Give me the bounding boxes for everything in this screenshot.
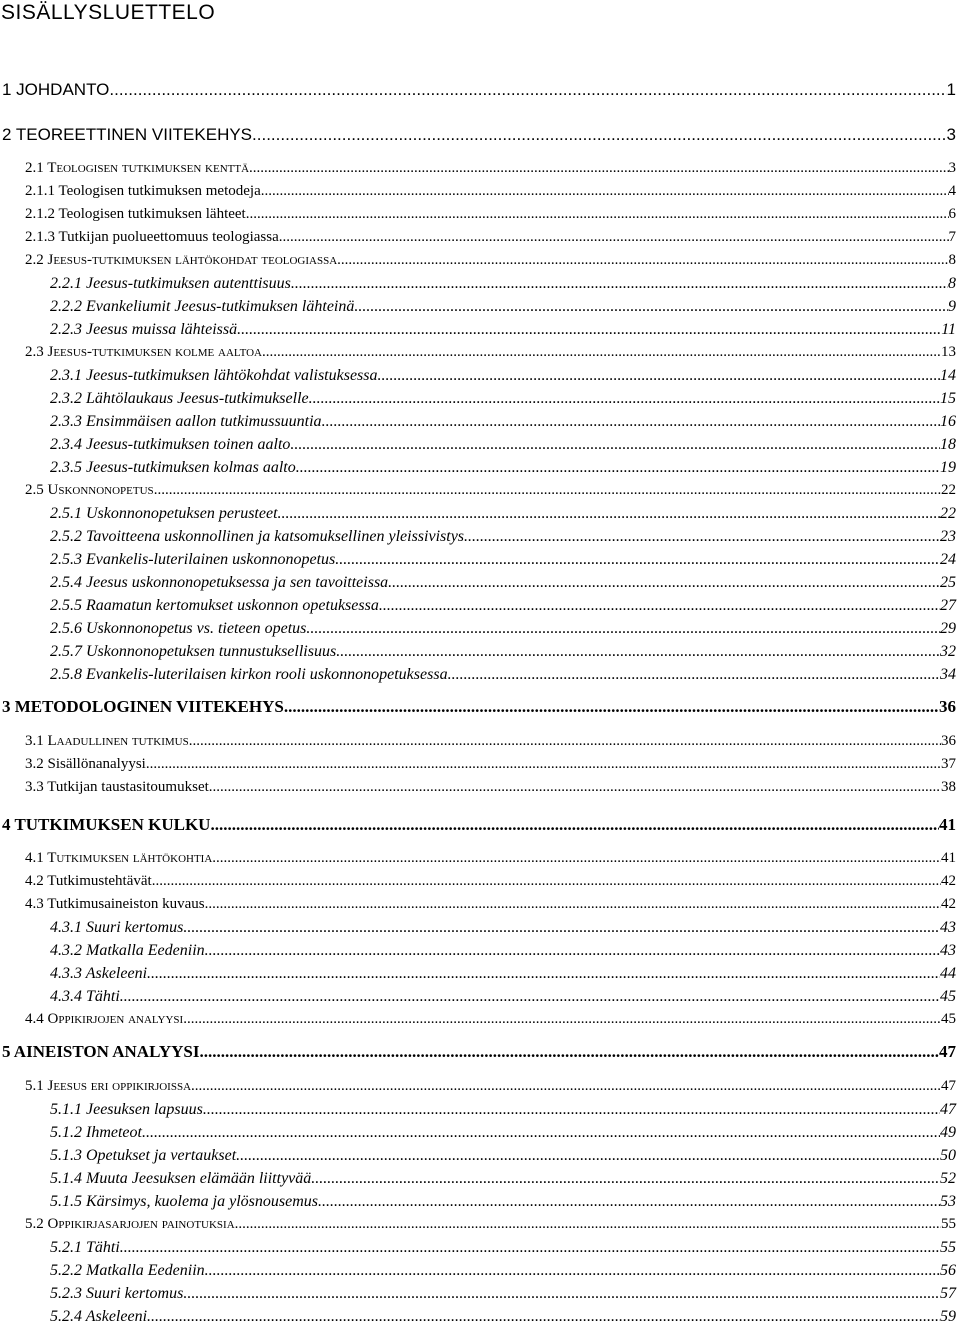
toc-leader-dots <box>237 321 941 339</box>
toc-entry-page: 23 <box>940 528 956 545</box>
toc-entry[interactable] <box>50 919 956 937</box>
toc-entry-page: 3 <box>948 160 956 176</box>
toc-entry-title: 3.1 Laadullinen tutkimus <box>25 733 189 749</box>
toc-entry-title: 5.1.5 Kärsimys, kuolema ja ylösnousemus <box>50 1193 318 1210</box>
toc-entry[interactable] <box>25 779 956 796</box>
toc-entry-title: 2.5.3 Evankelis-luterilainen uskonnonopetus <box>50 551 336 568</box>
toc-entry-title: 2.3.5 Jeesus-tutkimuksen kolmas aalto <box>50 459 296 476</box>
toc-entry-page: 52 <box>940 1170 956 1187</box>
toc-entry-title: 2.5.5 Raamatun kertomukset uskonnon opetuksessa <box>50 597 379 614</box>
toc-entry-title: 5.1.4 Muuta Jeesuksen elämään liittyvää <box>50 1170 312 1187</box>
toc-entry-page: 4 <box>948 183 956 199</box>
toc-entry[interactable] <box>25 850 956 867</box>
toc-leader-dots <box>249 160 948 177</box>
toc-entry-page: 56 <box>940 1262 956 1279</box>
toc-entry-page: 3 <box>946 125 956 144</box>
toc-leader-dots <box>448 666 940 684</box>
toc-leader-dots <box>109 80 946 100</box>
toc-leader-dots <box>279 229 949 246</box>
toc-entry-page: 45 <box>941 1011 956 1027</box>
toc-entry[interactable] <box>25 252 956 269</box>
toc-entry-title: 4.3.2 Matkalla Eedeniin <box>50 942 205 959</box>
toc-leader-dots <box>191 1078 941 1095</box>
toc-entry[interactable] <box>25 482 956 499</box>
toc-leader-dots <box>120 988 940 1006</box>
toc-entry-title: 2.1 Teologisen tutkimuksen kenttä <box>25 160 250 176</box>
toc-entry-page: 27 <box>940 597 956 614</box>
toc-entry-page: 8 <box>948 275 956 292</box>
toc-entry-title: 5.1.3 Opetukset ja vertaukset <box>50 1147 237 1164</box>
toc-leader-dots <box>212 850 941 867</box>
toc-entry-title: 5.1.2 Ihmeteot <box>50 1124 142 1141</box>
toc-entry-page: 47 <box>939 1042 956 1061</box>
toc-entry[interactable] <box>50 1170 956 1188</box>
toc-entry-page: 47 <box>940 1101 956 1118</box>
toc-entry-title: 2.5.6 Uskonnonopetus vs. tieteen opetus <box>50 620 307 637</box>
toc-entry[interactable] <box>25 183 956 200</box>
toc-entry[interactable] <box>50 505 956 523</box>
toc-entry[interactable] <box>50 413 956 431</box>
toc-entry-title: 5.2.2 Matkalla Eedeniin <box>50 1262 205 1279</box>
toc-entry-page: 6 <box>948 206 956 222</box>
toc-leader-dots <box>261 183 949 200</box>
toc-leader-dots <box>203 1101 940 1119</box>
toc-leader-dots <box>354 298 948 316</box>
toc-entry-title: 2.2.2 Evankeliumit Jeesus-tutkimuksen lähteinä <box>50 298 355 315</box>
toc-entry[interactable] <box>25 1078 956 1095</box>
toc-entry-title: 2.3 Jeesus-tutkimuksen kolme aaltoa <box>25 344 263 360</box>
toc-entry-page: 55 <box>941 1216 956 1232</box>
toc-entry-page: 55 <box>940 1239 956 1256</box>
toc-entry-page: 9 <box>948 298 956 315</box>
toc-entry[interactable] <box>50 1147 956 1165</box>
toc-entry-page: 44 <box>940 965 956 982</box>
toc-entry[interactable] <box>25 733 956 750</box>
toc-leader-dots <box>318 1193 940 1211</box>
toc-entry[interactable] <box>50 1101 956 1119</box>
toc-entry[interactable] <box>2 815 956 835</box>
toc-entry-title: 5.2.4 Askeleeni <box>50 1308 148 1325</box>
toc-leader-dots <box>209 779 941 796</box>
toc-entry[interactable] <box>50 459 956 477</box>
toc-entry[interactable] <box>25 1216 956 1233</box>
toc-entry[interactable] <box>50 321 956 339</box>
toc-leader-dots <box>147 965 940 983</box>
toc-entry-title: 2.2.3 Jeesus muissa lähteissä <box>50 321 238 338</box>
toc-entry-page: 7 <box>948 229 956 245</box>
toc-entry-page: 16 <box>940 413 956 430</box>
toc-entry-page: 8 <box>948 252 956 268</box>
toc-entry-page: 22 <box>940 505 956 522</box>
toc-entry[interactable] <box>2 1042 956 1062</box>
toc-entry-page: 34 <box>940 666 956 683</box>
toc-entry-page: 41 <box>939 815 956 834</box>
toc-entry[interactable] <box>50 390 956 408</box>
toc-entry[interactable] <box>50 275 956 293</box>
toc-entry-page: 43 <box>940 919 956 936</box>
toc-entry[interactable] <box>50 1308 956 1326</box>
toc-leader-dots <box>337 252 948 269</box>
toc-leader-dots <box>336 643 940 661</box>
toc-entry-page: 45 <box>940 988 956 1005</box>
toc-entry[interactable] <box>50 528 956 546</box>
toc-entry-title: 4.3.3 Askeleeni <box>50 965 148 982</box>
toc-entry[interactable] <box>50 597 956 615</box>
toc-entry-page: 36 <box>941 733 956 749</box>
toc-entry-title: 2.1.3 Tutkijan puolueettomuus teologiassa <box>25 229 279 245</box>
toc-leader-dots <box>388 574 940 592</box>
toc-entry-title: 2.3.4 Jeesus-tutkimuksen toinen aalto <box>50 436 291 453</box>
toc-leader-dots <box>199 1042 939 1062</box>
toc-entry[interactable] <box>50 1262 956 1280</box>
toc-entry[interactable] <box>50 965 956 983</box>
toc-entry-page: 50 <box>940 1147 956 1164</box>
toc-entry-page: 1 <box>946 80 956 99</box>
toc-entry-title: 2.5.4 Jeesus uskonnonopetuksessa ja sen tavoitteissa <box>50 574 389 591</box>
toc-entry-title: 2.1.2 Teologisen tutkimuksen lähteet <box>25 206 246 222</box>
toc-leader-dots <box>311 1170 940 1188</box>
toc-leader-dots <box>236 1147 940 1165</box>
toc-entry-page: 15 <box>940 390 956 407</box>
toc-entry-title: 2.1.1 Teologisen tutkimuksen metodeja <box>25 183 261 199</box>
toc-leader-dots <box>464 528 940 546</box>
toc-entry-page: 37 <box>941 756 956 772</box>
toc-entry[interactable] <box>50 298 956 316</box>
toc-entry-title: 2.3.2 Lähtölaukaus Jeesus-tutkimukselle <box>50 390 309 407</box>
toc-entry[interactable] <box>25 896 956 913</box>
toc-leader-dots <box>378 367 941 385</box>
toc-entry[interactable] <box>25 756 956 773</box>
toc-entry-title: 5.2.1 Tähti <box>50 1239 120 1256</box>
toc-entry-title: 5.1 Jeesus eri oppikirjoissa <box>25 1078 192 1094</box>
toc-leader-dots <box>290 436 940 454</box>
toc-leader-dots <box>183 919 940 937</box>
toc-entry[interactable] <box>25 229 956 246</box>
toc-leader-dots <box>284 697 939 717</box>
toc-entry-title: 5 AINEISTON ANALYYSI <box>2 1042 200 1061</box>
toc-entry-title: 2.2.1 Jeesus-tutkimuksen autenttisuus <box>50 275 291 292</box>
toc-entry[interactable] <box>25 873 956 890</box>
toc-entry[interactable] <box>50 367 956 385</box>
toc-entry[interactable] <box>50 1239 956 1257</box>
toc-entry[interactable] <box>25 344 956 361</box>
toc-entry-page: 59 <box>940 1308 956 1325</box>
toc-entry[interactable] <box>2 80 956 100</box>
toc-leader-dots <box>309 390 940 408</box>
toc-leader-dots <box>205 942 940 960</box>
toc-entry-title: 2.5.7 Uskonnonopetuksen tunnustuksellisuus <box>50 643 337 660</box>
toc-leader-dots <box>142 1124 940 1142</box>
toc-entry-page: 47 <box>941 1078 956 1094</box>
toc-entry-page: 57 <box>940 1285 956 1302</box>
toc-leader-dots <box>252 125 947 145</box>
toc-leader-dots <box>306 620 940 638</box>
toc-entry[interactable] <box>50 1124 956 1142</box>
toc-entry-page: 13 <box>941 344 956 360</box>
toc-leader-dots <box>183 1011 941 1028</box>
toc-entry-page: 14 <box>940 367 956 384</box>
toc-entry-title: 2.5.8 Evankelis-luterilaisen kirkon rooli uskonnonopetuksessa <box>50 666 448 683</box>
toc-entry-page: 25 <box>940 574 956 591</box>
toc-entry-title: 5.2.3 Suuri kertomus <box>50 1285 184 1302</box>
toc-entry-title: 4.3.4 Tähti <box>50 988 120 1005</box>
toc-entry-title: 5.1.1 Jeesuksen lapsuus <box>50 1101 203 1118</box>
toc-entry-title: 2.5.1 Uskonnonopetuksen perusteet <box>50 505 278 522</box>
toc-leader-dots <box>322 413 940 431</box>
toc-entry-title: 4 TUTKIMUKSEN KULKU <box>2 815 211 834</box>
toc-entry-page: 29 <box>940 620 956 637</box>
toc-entry[interactable] <box>25 1011 956 1028</box>
toc-entry-page: 24 <box>940 551 956 568</box>
toc-entry-title: 2 TEOREETTINEN VIITEKEHYS <box>2 125 253 144</box>
toc-entry-page: 43 <box>940 942 956 959</box>
toc-leader-dots <box>152 873 941 890</box>
toc-leader-dots <box>262 344 941 361</box>
toc-leader-dots <box>278 505 940 523</box>
toc-entry-title: 4.1 Tutkimuksen lähtökohtia <box>25 850 213 866</box>
toc-leader-dots <box>189 733 941 750</box>
toc-entry-title: 4.3.1 Suuri kertomus <box>50 919 184 936</box>
toc-entry-page: 18 <box>940 436 956 453</box>
toc-leader-dots <box>205 1262 940 1280</box>
toc-entry-title: 2.5 Uskonnonopetus <box>25 482 154 498</box>
toc-entry-page: 11 <box>941 321 956 338</box>
toc-entry-title: 4.4 Oppikirjojen analyysi <box>25 1011 184 1027</box>
toc-entry-page: 36 <box>939 697 956 716</box>
toc-entry[interactable] <box>25 206 956 223</box>
toc-leader-dots <box>183 1285 940 1303</box>
toc-entry-page: 22 <box>941 482 956 498</box>
toc-leader-dots <box>246 206 949 223</box>
toc-entry[interactable] <box>50 1285 956 1303</box>
toc-leader-dots <box>120 1239 940 1257</box>
toc-leader-dots <box>335 551 940 569</box>
toc-entry[interactable] <box>50 436 956 454</box>
toc-entry-title: 3.2 Sisällönanalyysi <box>25 756 146 772</box>
toc-entry-page: 41 <box>941 850 956 866</box>
toc-entry-page: 49 <box>940 1124 956 1141</box>
toc-entry[interactable] <box>2 697 956 717</box>
toc-leader-dots <box>146 756 941 773</box>
toc-leader-dots <box>291 275 948 293</box>
toc-entry-page: 42 <box>941 896 956 912</box>
toc-entry[interactable] <box>2 125 956 145</box>
toc-entry-page: 32 <box>940 643 956 660</box>
toc-entry[interactable] <box>25 160 956 177</box>
toc-entry-page: 53 <box>940 1193 956 1210</box>
page-title: SISÄLLYSLUETTELO <box>1 1 216 24</box>
toc-entry-title: 2.3.3 Ensimmäisen aallon tutkimussuuntia <box>50 413 322 430</box>
toc-entry-title: 3.3 Tutkijan taustasitoumukset <box>25 779 209 795</box>
toc-entry-title: 2.5.2 Tavoitteena uskonnollinen ja katsomuksellinen yleissivistys <box>50 528 465 545</box>
toc-entry[interactable] <box>50 988 956 1006</box>
toc-entry[interactable] <box>50 942 956 960</box>
toc-entry-title: 5.2 Oppikirjasarjojen painotuksia <box>25 1216 235 1232</box>
toc-leader-dots <box>235 1216 941 1233</box>
toc-entry[interactable] <box>50 551 956 569</box>
toc-entry-title: 2.2 Jeesus-tutkimuksen lähtökohdat teologiassa <box>25 252 338 268</box>
toc-leader-dots <box>210 815 939 835</box>
toc-entry-title: 4.2 Tutkimustehtävät <box>25 873 152 889</box>
toc-leader-dots <box>147 1308 940 1326</box>
toc-entry-title: 2.3.1 Jeesus-tutkimuksen lähtökohdat valistuksessa <box>50 367 378 384</box>
toc-entry-page: 42 <box>941 873 956 889</box>
toc-entry-title: 1 JOHDANTO <box>2 80 110 99</box>
toc-leader-dots <box>296 459 940 477</box>
toc-leader-dots <box>379 597 940 615</box>
toc-entry-page: 19 <box>940 459 956 476</box>
toc-entry-title: 4.3 Tutkimusaineiston kuvaus <box>25 896 205 912</box>
toc-entry[interactable] <box>50 574 956 592</box>
toc-entry[interactable] <box>50 620 956 638</box>
toc-leader-dots <box>205 896 941 913</box>
toc-entry[interactable] <box>50 643 956 661</box>
toc-entry-title: 3 METODOLOGINEN VIITEKEHYS <box>2 697 284 716</box>
toc-entry-page: 38 <box>941 779 956 795</box>
toc-leader-dots <box>154 482 941 499</box>
toc-entry[interactable] <box>50 1193 956 1211</box>
toc-entry[interactable] <box>50 666 956 684</box>
